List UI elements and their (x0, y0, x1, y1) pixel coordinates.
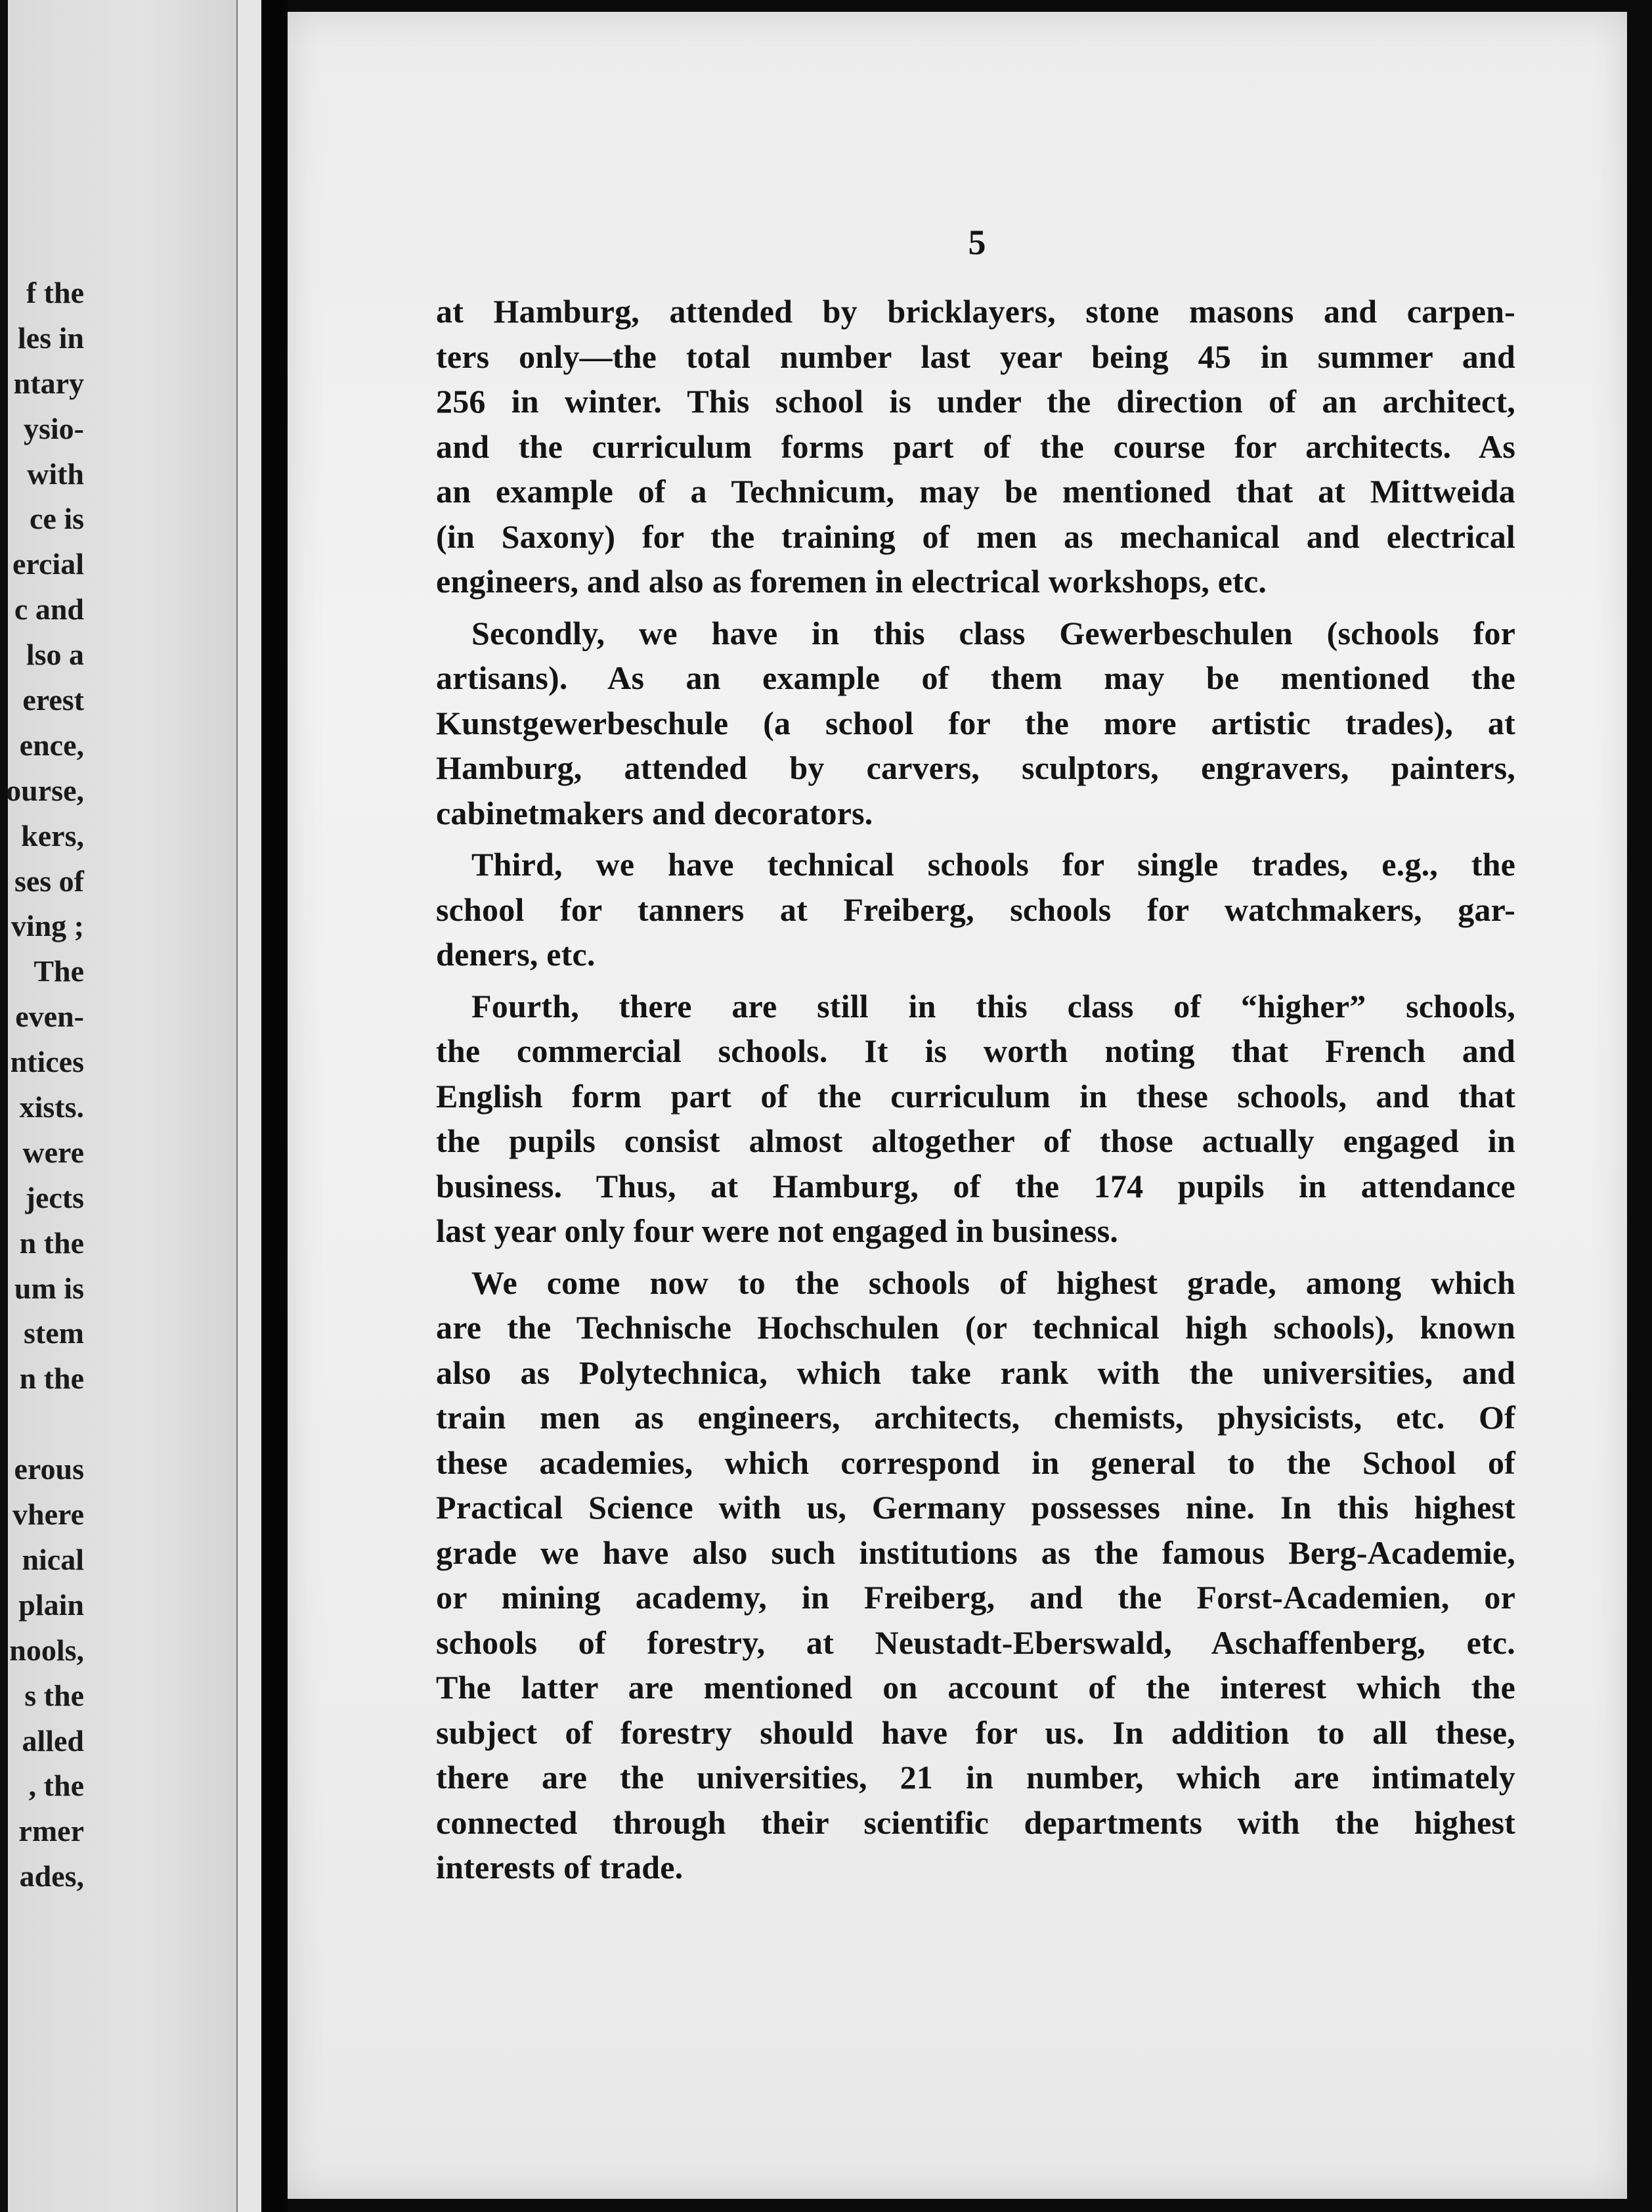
paragraph (436, 1260, 1515, 1890)
page-number: 5 (968, 223, 986, 262)
text-line: 256 in winter. This school is under the direction of an architect, (436, 383, 1515, 420)
current-page (288, 12, 1627, 2199)
paragraph (436, 289, 1515, 604)
page-fold (236, 0, 263, 2212)
previous-page-line: plain (18, 1587, 84, 1622)
text-line: engineers, and also as foremen in electrical workshops, etc. (436, 563, 1267, 600)
text-line: business. Thus, at Hamburg, of the 174 pupils in attendance (436, 1167, 1515, 1205)
text-line: at Hamburg, attended by bricklayers, stone masons and carpen- (436, 293, 1515, 330)
paragraph-gap (436, 1254, 1515, 1260)
previous-page-line: s the (24, 1678, 84, 1712)
paragraph-gap (436, 835, 1515, 842)
text-line: subject of forestry should have for us. In addition to all these, (436, 1714, 1515, 1751)
previous-page-line: lso a (26, 638, 84, 672)
previous-page-line: nical (22, 1542, 84, 1576)
text-line: Third, we have technical schools for single trades, e.g., the (471, 846, 1515, 883)
previous-page-line: ntary (13, 366, 84, 400)
previous-page-line: ce is (29, 502, 84, 536)
text-line: there are the universities, 21 in number, which are intimately (436, 1759, 1515, 1796)
text-line: grade we have also such institutions as the famous Berg-Academie, (436, 1534, 1515, 1571)
previous-page-line: even- (15, 1000, 84, 1034)
previous-page-line: ence, (19, 728, 84, 762)
text-line: the pupils consist almost altogether of those actually engaged in (436, 1122, 1515, 1159)
previous-page-line: c and (14, 592, 84, 627)
text-line: We come now to the schools of highest grade, among which (471, 1264, 1515, 1301)
previous-page-line: rmer (18, 1814, 84, 1848)
text-line: Fourth, there are still in this class of “higher” schools, (471, 987, 1515, 1025)
text-line: (in Saxony) for the training of men as mechanical and electrical (436, 518, 1515, 555)
previous-page-line: with (27, 456, 84, 491)
previous-page (0, 0, 236, 2212)
text-line: train men as engineers, architects, chemists, physicists, etc. Of (436, 1399, 1515, 1436)
text-line: or mining academy, in Freiberg, and the Forst-Academien, or (436, 1579, 1515, 1616)
previous-page-text (0, 271, 84, 1899)
paragraph (436, 984, 1515, 1254)
text-line: are the Technische Hochschulen (or technical high schools), known (436, 1309, 1515, 1346)
text-line: Secondly, we have in this class Gewerbeschulen (schools for (471, 614, 1515, 652)
previous-page-line: ercial (12, 547, 84, 581)
text-line: The latter are mentioned on account of the interest which the (436, 1669, 1515, 1706)
previous-page-line: f the (26, 276, 84, 309)
text-line: Hamburg, attended by carvers, sculptors, engravers, painters, (436, 749, 1515, 786)
text-line: schools of forestry, at Neustadt-Eberswald, Aschaffenberg, etc. (436, 1624, 1515, 1661)
previous-page-line: ntices (10, 1045, 84, 1079)
previous-page-line: The (33, 954, 84, 988)
text-line: the commercial schools. It is worth noting that French and (436, 1032, 1515, 1069)
previous-page-line: erous (14, 1452, 84, 1486)
previous-page-line: ourse, (6, 773, 84, 807)
previous-page-line: um is (14, 1271, 84, 1305)
text-line: deners, etc. (436, 936, 596, 973)
body-text (436, 289, 1515, 1890)
text-line: school for tanners at Freiberg, schools for watchmakers, gar- (436, 891, 1515, 928)
previous-page-line: alled (22, 1723, 84, 1758)
previous-page-line (0, 1402, 84, 1447)
previous-page-line: xists. (19, 1090, 84, 1124)
previous-page-line: , the (28, 1769, 84, 1803)
text-line: also as Polytechnica, which take rank with the universities, and (436, 1354, 1515, 1391)
text-line: connected through their scientific departments with the highest (436, 1803, 1515, 1841)
previous-page-line: kers, (21, 818, 84, 852)
text-line: Kunstgewerbeschule (a school for the more artistic trades), at (436, 704, 1515, 741)
previous-page-line: vhere (12, 1497, 84, 1532)
text-line: artisans). As an example of them may be mentioned the (436, 659, 1515, 696)
previous-page-line: ysio- (24, 411, 84, 445)
text-line: an example of a Technicum, may be mentioned that at Mittweida (436, 473, 1515, 510)
text-line: these academies, which correspond in general to the School of (436, 1444, 1515, 1481)
text-line: ters only—the total number last year being 45 in summer and (436, 338, 1515, 375)
text-line: last year only four were not engaged in business. (436, 1212, 1119, 1249)
previous-page-line: ses of (14, 864, 84, 898)
paragraph (436, 611, 1515, 836)
text-line: and the curriculum forms part of the course for architects. As (436, 428, 1515, 465)
previous-page-line: les in (18, 321, 84, 355)
previous-page-line: n the (19, 1226, 84, 1260)
text-line: cabinetmakers and decorators. (436, 794, 873, 831)
previous-page-line: ving ; (11, 909, 84, 943)
previous-page-line: nools, (9, 1633, 84, 1667)
previous-page-line: stem (24, 1316, 84, 1350)
previous-page-line: were (22, 1135, 84, 1169)
paragraph (436, 842, 1515, 977)
text-line: Practical Science with us, Germany possesses nine. In this highest (436, 1489, 1515, 1526)
text-line: English form part of the curriculum in these schools, and that (436, 1077, 1515, 1115)
paragraph-gap (436, 604, 1515, 611)
previous-page-line: jects (25, 1180, 84, 1214)
previous-page-line: erest (22, 683, 84, 717)
text-line: interests of trade. (436, 1849, 684, 1886)
paragraph-gap (436, 977, 1515, 984)
previous-page-line: n the (19, 1361, 84, 1396)
previous-page-line: ades, (19, 1859, 84, 1893)
book-gutter (261, 0, 288, 2212)
